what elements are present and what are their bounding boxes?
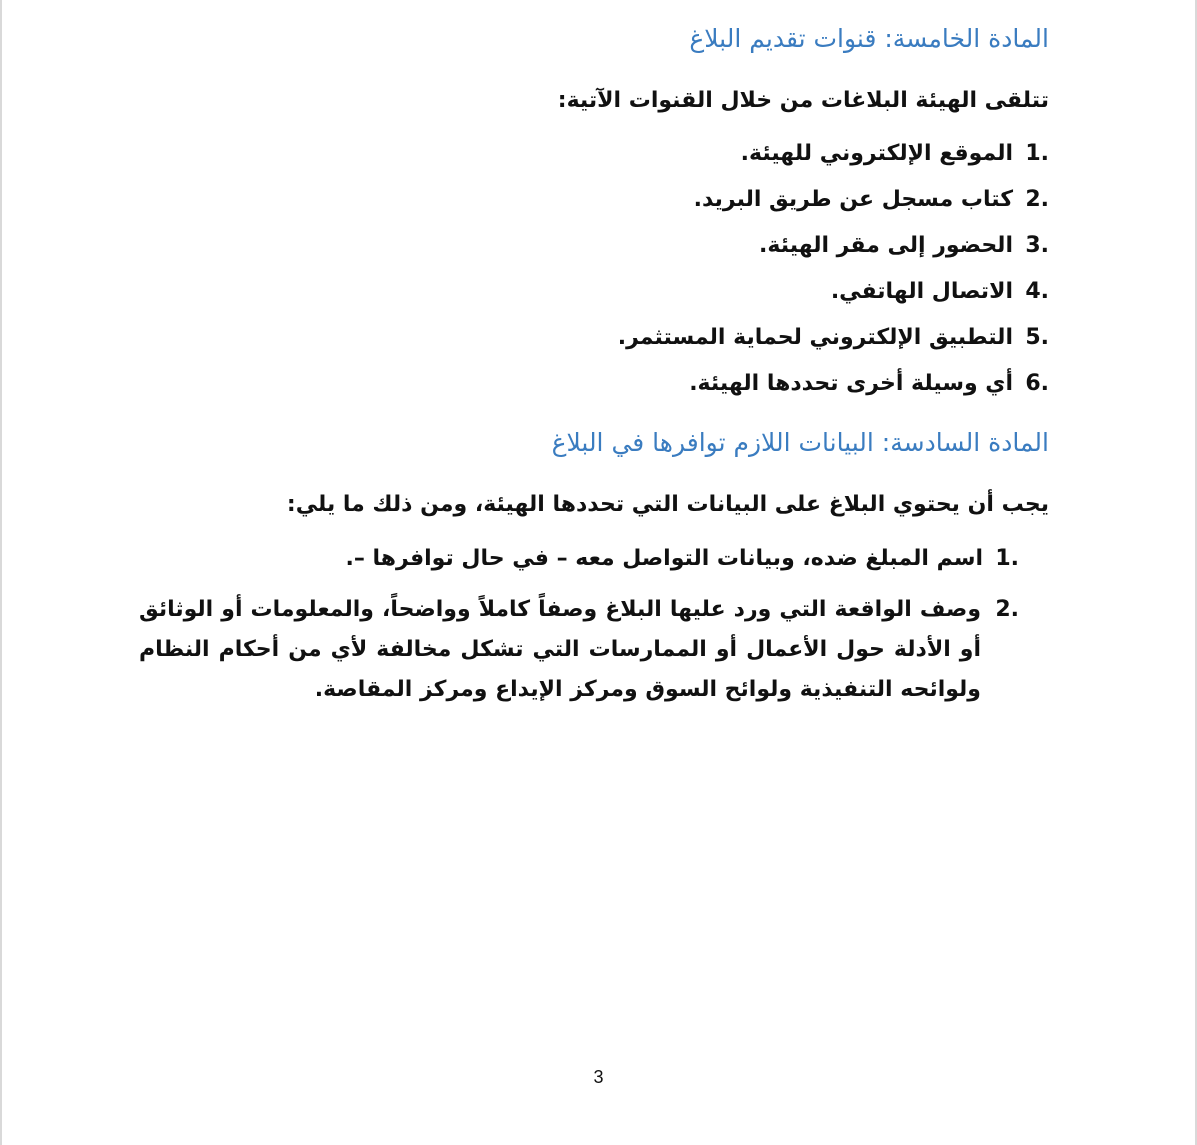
article5-heading: المادة الخامسة: قنوات تقديم البلاغ: [689, 24, 1049, 53]
list-item: [694, 187, 1049, 213]
list-item-text: الاتصال الهاتفي.: [830, 279, 1013, 304]
list-item: [741, 141, 1049, 167]
article5-intro: تتلقى الهيئة البلاغات من خلال القنوات الآتية:: [557, 88, 1049, 113]
list-item-number: 6.: [1025, 371, 1049, 396]
list-item-number: 1.: [995, 546, 1019, 571]
article6-heading: المادة السادسة: البيانات اللازم توافرها في البلاغ: [551, 428, 1049, 457]
list-item-number: 2.: [1025, 187, 1049, 212]
list-item: [759, 233, 1049, 259]
page-left-edge: [0, 0, 2, 1145]
list-item-number: 3.: [1025, 233, 1049, 258]
list-item-number: 2.: [995, 597, 1019, 622]
list-item-text: أي وسيلة أخرى تحددها الهيئة.: [689, 371, 1013, 396]
list-item-text: اسم المبلغ ضده، وبيانات التواصل معه – في حال توافرها –.: [345, 546, 983, 571]
list-item: [618, 325, 1049, 351]
list-item-number: 5.: [1025, 325, 1049, 350]
list-item-text: الموقع الإلكتروني للهيئة.: [740, 141, 1013, 166]
list-item-number: 1.: [1025, 141, 1049, 166]
list-item-number: 4.: [1025, 279, 1049, 304]
list-item-text: كتاب مسجل عن طريق البريد.: [693, 187, 1013, 212]
list-item: [831, 279, 1049, 305]
list-item: [346, 546, 1020, 572]
list-item: [689, 371, 1049, 397]
article6-intro: يجب أن يحتوي البلاغ على البيانات التي تحددها الهيئة، ومن ذلك ما يلي:: [286, 492, 1049, 517]
list-item-text: التطبيق الإلكتروني لحماية المستثمر.: [617, 325, 1013, 350]
list-item-text: الحضور إلى مقر الهيئة.: [759, 233, 1013, 258]
list-item: [139, 590, 1019, 710]
list-item-text: وصف الواقعة التي ورد عليها البلاغ وصفاً كاملاً وواضحاً، والمعلومات أو الوثائق أو الأدلة حول الأعمال أو الممارسات التي تشكل مخالفة لأي من أحكام النظام ولوائحه التنفيذية ولوائح السوق ومركز الإيداع ومركز المقاصة.: [139, 597, 981, 702]
page-number: 3: [593, 1067, 604, 1087]
